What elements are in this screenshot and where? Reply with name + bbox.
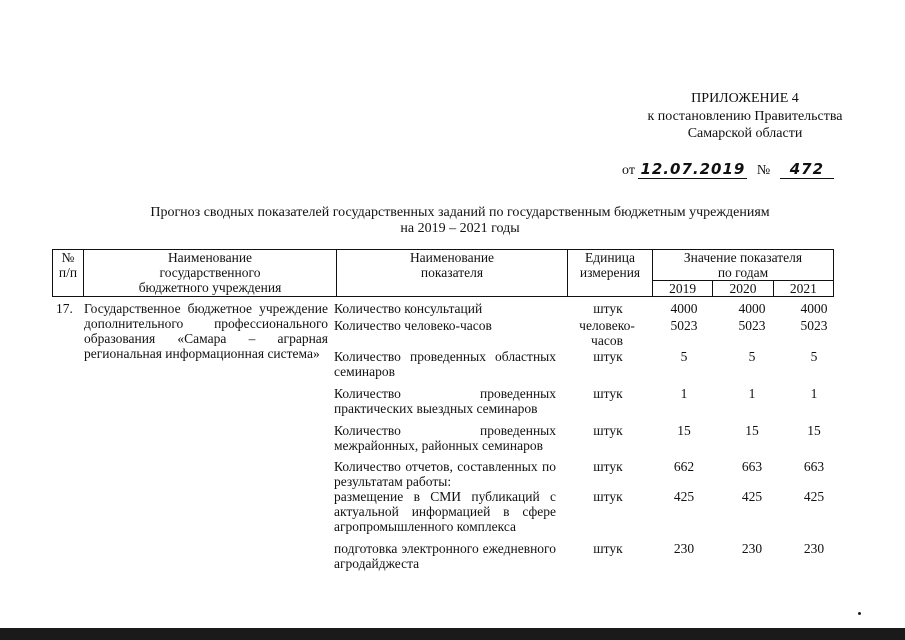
value-2021: 230 — [803, 541, 825, 556]
value-2019: 425 — [673, 489, 695, 504]
header-year-2020: 2020 — [713, 281, 773, 297]
appendix-header — [600, 90, 890, 143]
value-2019: 5023 — [670, 318, 698, 333]
from-label: от — [622, 163, 635, 178]
indicator-name: Количество проведенных областных семинаров — [334, 349, 556, 379]
appendix-title: ПРИЛОЖЕНИЕ 4 — [691, 91, 799, 106]
value-2020: 15 — [745, 423, 759, 438]
value-2019: 230 — [673, 541, 695, 556]
value-2020: 5 — [748, 349, 756, 364]
indicator-unit: штук — [593, 423, 623, 438]
indicator-unit: человеко-часов — [579, 318, 635, 348]
value-2021: 5 — [810, 349, 818, 364]
number-label: № — [756, 163, 771, 178]
header-number: № п/п — [53, 250, 84, 297]
indicator-unit: штук — [593, 459, 623, 474]
value-2019: 4000 — [670, 301, 698, 316]
indicator-unit: штук — [593, 301, 623, 316]
resolution-signature — [622, 160, 834, 179]
header-values: Значение показателя по годам — [653, 250, 834, 281]
indicator-name: Количество человеко-часов — [334, 318, 492, 333]
value-2021: 1 — [810, 386, 818, 401]
indicator-name: Количество проведенных практических выездных семинаров — [334, 386, 556, 416]
value-2021: 5023 — [800, 318, 828, 333]
appendix-region: Самарской области — [687, 126, 803, 141]
value-2021: 15 — [807, 423, 821, 438]
value-2020: 4000 — [738, 301, 766, 316]
title-line-2: на 2019 – 2021 годы — [400, 221, 520, 236]
value-2020: 230 — [741, 541, 763, 556]
resolution-date: 12.07.2019 — [640, 160, 746, 178]
indicator-name: размещение в СМИ публикаций с актуальной информацией в сфере агропромышленного комплекса — [334, 489, 556, 534]
scan-bottom-border — [0, 628, 905, 640]
header-year-2021: 2021 — [773, 281, 833, 297]
indicators-table — [52, 249, 834, 297]
organization-name: Государственное бюджетное учреждение дополнительного профессионального образования «Самара – аграрная региональная информационная система» — [84, 301, 328, 361]
header-year-2019: 2019 — [653, 281, 713, 297]
value-2021: 663 — [803, 459, 825, 474]
value-2020: 425 — [741, 489, 763, 504]
value-2020: 663 — [741, 459, 763, 474]
value-2019: 662 — [673, 459, 695, 474]
indicator-unit: штук — [593, 349, 623, 364]
value-2019: 5 — [680, 349, 688, 364]
document-title — [60, 205, 860, 237]
indicator-unit: штук — [593, 386, 623, 401]
header-indicator: Наименование показателя — [337, 250, 568, 297]
value-2021: 425 — [803, 489, 825, 504]
value-2021: 4000 — [800, 301, 828, 316]
appendix-subtitle: к постановлению Правительства — [647, 108, 843, 124]
header-organization: Наименование государственного бюджетного учреждения — [84, 250, 337, 297]
indicator-name: Количество консультаций — [334, 301, 483, 316]
indicator-name: Количество проведенных межрайонных, районных семинаров — [334, 423, 556, 453]
resolution-number: 472 — [780, 160, 834, 179]
indicator-name: подготовка электронного ежедневного агродайджеста — [334, 541, 556, 571]
indicator-unit: штук — [593, 489, 623, 504]
header-unit: Единица измерения — [568, 250, 653, 297]
scan-dot — [858, 612, 861, 615]
value-2019: 15 — [677, 423, 691, 438]
indicator-name: Количество отчетов, составленных по результатам работы: — [334, 459, 556, 489]
title-line-1: Прогноз сводных показателей государственных заданий по государственным бюджетным учреждениям — [150, 205, 770, 220]
value-2020: 5023 — [738, 318, 766, 333]
row-number: 17. — [56, 301, 73, 316]
indicator-unit: штук — [593, 541, 623, 556]
value-2019: 1 — [680, 386, 688, 401]
value-2020: 1 — [748, 386, 756, 401]
